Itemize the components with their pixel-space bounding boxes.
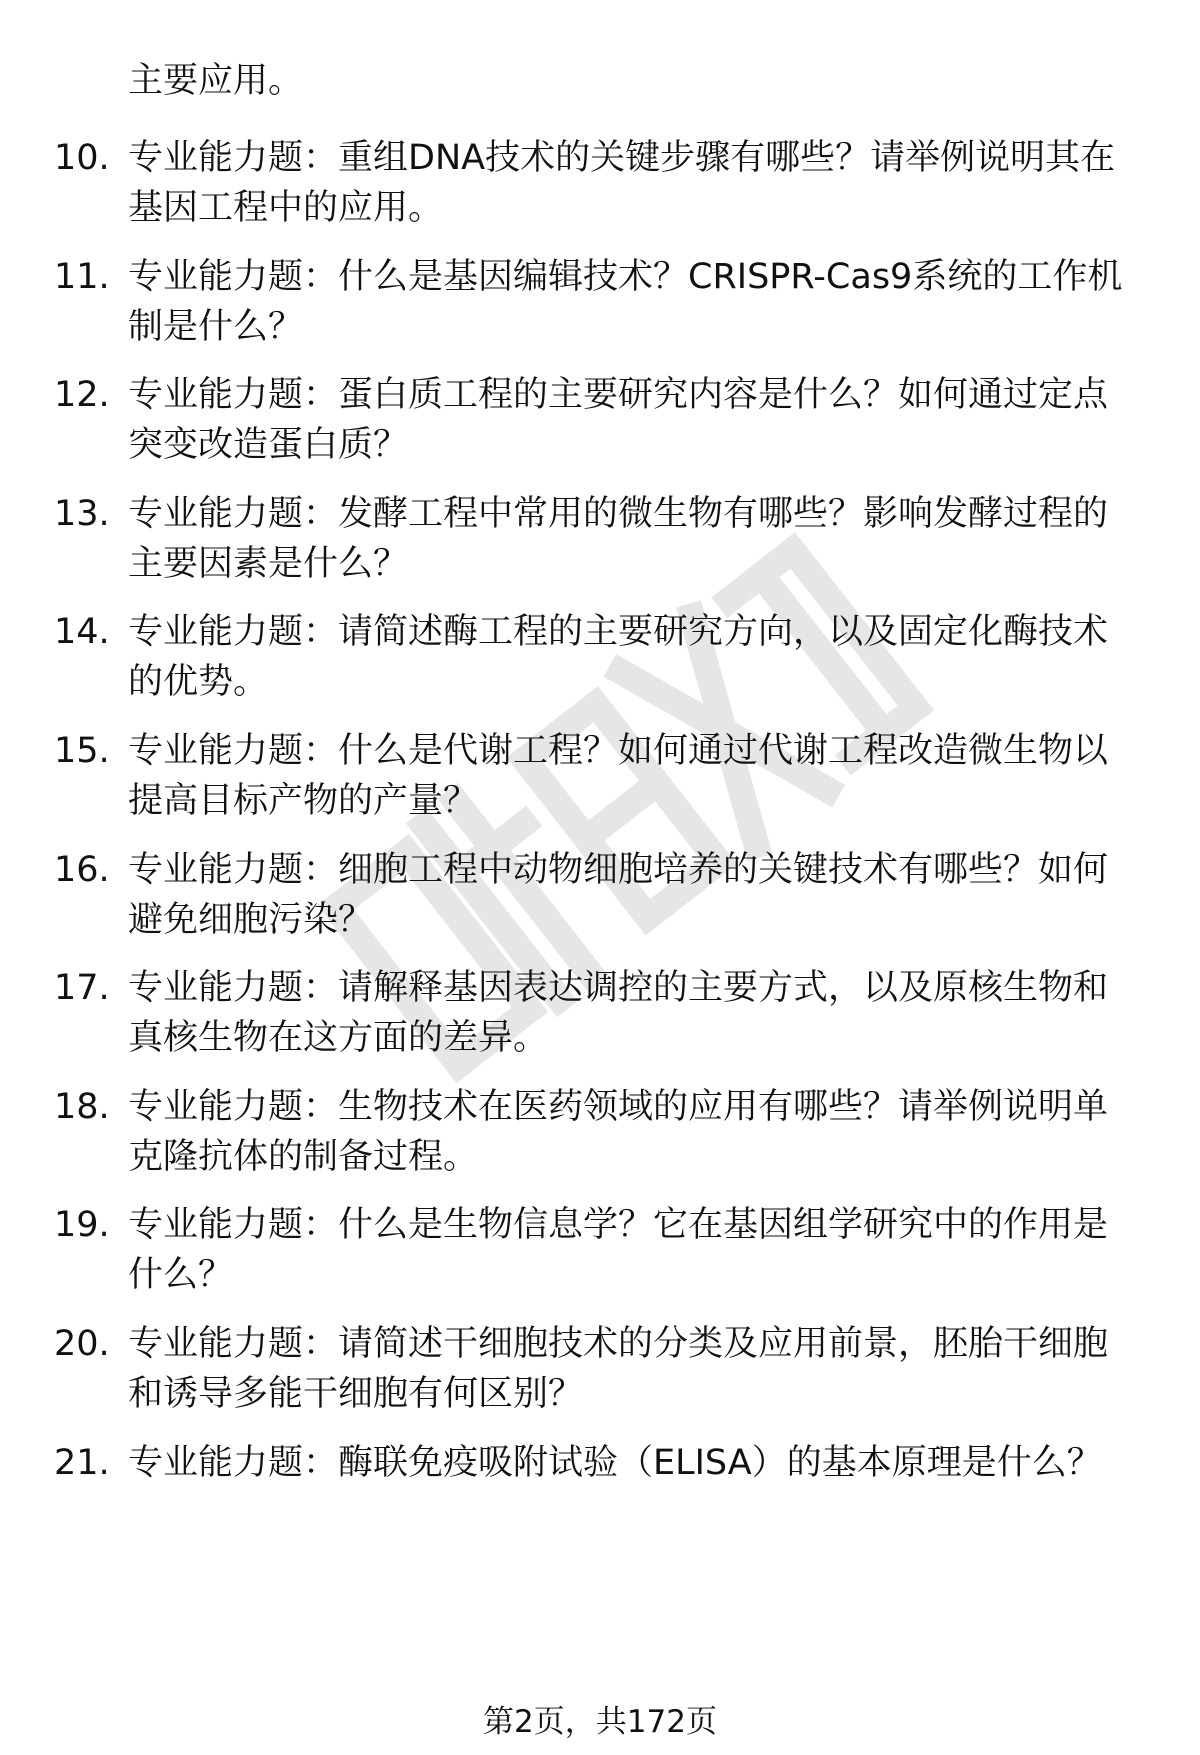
item-text [128, 963, 1148, 1063]
item-text-line: 专业能力题：请简述干细胞技术的分类及应用前景，胚胎干细胞 [128, 1324, 1109, 1364]
item-text-line: 克隆抗体的制备过程。 [128, 1136, 479, 1177]
page-footer: 第2页，共172页 [483, 1704, 717, 1740]
item-text-line: 和诱导多能干细胞有何区别？ [128, 1374, 584, 1414]
item-text-line: 基因工程中的应用。 [128, 188, 444, 228]
item-number: 10. [54, 138, 110, 178]
item-text [128, 1319, 1148, 1419]
list-item [0, 726, 1200, 836]
list-item [0, 1319, 1200, 1429]
list-item [0, 963, 1200, 1073]
list-item [0, 252, 1200, 362]
item-text-line: 专业能力题：什么是代谢工程？如何通过代谢工程改造微生物以 [128, 731, 1109, 771]
list-item [0, 845, 1200, 955]
item-number: 16. [54, 849, 110, 890]
item-text-line: 真核生物在这方面的差异。 [128, 1018, 549, 1059]
item-number: 13. [54, 493, 110, 534]
list-item [0, 370, 1200, 480]
item-number: 21. [54, 1442, 110, 1483]
item-number: 11. [54, 256, 110, 297]
item-text [128, 489, 1148, 589]
item-number: 18. [54, 1086, 110, 1127]
item-number: 20. [54, 1324, 110, 1364]
list-item [0, 1082, 1200, 1192]
item-text-line: 专业能力题：蛋白质工程的主要研究内容是什么？如何通过定点 [128, 375, 1109, 416]
item-number: 17. [54, 968, 110, 1009]
item-text [128, 370, 1148, 470]
item-number: 12. [54, 375, 110, 416]
continuation-text: 主要应用。 [128, 61, 304, 101]
item-text-line: 的优势。 [128, 662, 269, 703]
item-text-line: 专业能力题：什么是生物信息学？它在基因组学研究中的作用是 [128, 1205, 1109, 1246]
list-item [0, 607, 1200, 717]
item-number: 15. [54, 731, 110, 771]
item-text-line: 专业能力题：请简述酶工程的主要研究方向，以及固定化酶技术 [128, 612, 1109, 653]
item-text [128, 1438, 1148, 1488]
list-item [0, 133, 1200, 243]
item-number: 14. [54, 612, 110, 653]
item-text [128, 133, 1148, 233]
item-text-line: 主要因素是什么？ [128, 543, 409, 584]
item-text-line: 什么？ [128, 1255, 234, 1296]
item-text-line: 专业能力题：酶联免疫吸附试验（ELISA）的基本原理是什么？ [128, 1442, 1102, 1483]
item-text-line: 专业能力题：生物技术在医药领域的应用有哪些？请举例说明单 [128, 1086, 1109, 1127]
item-text-line: 专业能力题：什么是基因编辑技术？CRISPR-Cas9系统的工作机 [128, 256, 1123, 297]
item-text-line: 专业能力题：请解释基因表达调控的主要方式，以及原核生物和 [128, 968, 1109, 1009]
list-item [0, 1438, 1200, 1548]
item-number: 19. [54, 1205, 110, 1246]
item-text [128, 252, 1148, 352]
list-item [0, 1200, 1200, 1310]
item-text [128, 1200, 1148, 1300]
item-text-line: 突变改造蛋白质？ [128, 425, 409, 466]
item-text-line: 制是什么？ [128, 306, 304, 347]
item-text [128, 845, 1148, 945]
item-text-line: 专业能力题：细胞工程中动物细胞培养的关键技术有哪些？如何 [128, 849, 1109, 890]
list-item [0, 489, 1200, 599]
item-text-line: 专业能力题：发酵工程中常用的微生物有哪些？影响发酵过程的 [128, 493, 1109, 534]
item-text-line: 提高目标产物的产量？ [128, 781, 479, 821]
item-text [128, 726, 1148, 826]
item-text [128, 1082, 1148, 1182]
item-text [128, 607, 1148, 707]
item-text-line: 专业能力题：重组DNA技术的关键步骤有哪些？请举例说明其在 [128, 138, 1116, 178]
item-text-line: 避免细胞污染？ [128, 899, 374, 940]
